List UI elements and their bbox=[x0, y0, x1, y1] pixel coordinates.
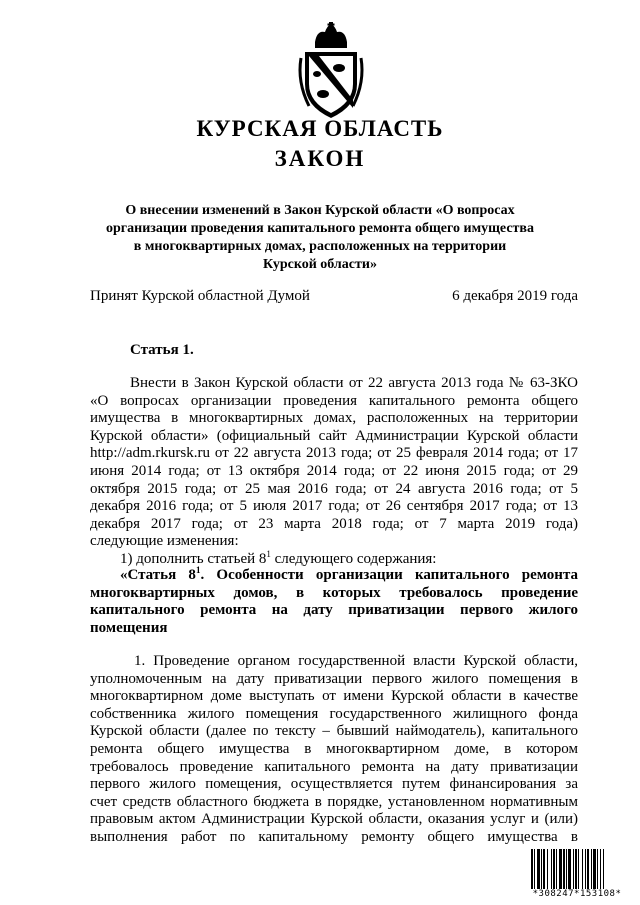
text-line: «Статья $8^1$. Особенности организации капитального ремонта bbox=[120, 565, 578, 583]
law-title-line: организации проведения капитального ремонта общего имущества bbox=[106, 221, 534, 236]
document-type: ЗАКОН bbox=[274, 146, 366, 171]
text-line: правовым актом Администрации Курской области, оказания услуг и (или) bbox=[90, 811, 578, 828]
adopting-body: Принят Курской областной Думой bbox=[90, 288, 310, 304]
text-line: «О вопросах организации проведения капитального ремонта общего bbox=[90, 392, 578, 409]
text-line: выполнения работ по капитальному ремонту общего имущества в bbox=[90, 828, 578, 845]
clause-1-paragraph bbox=[90, 653, 578, 847]
text-line: Внести в Закон Курской области от 22 августа 2013 года № 63-ЗКО bbox=[130, 375, 578, 391]
new-article-heading bbox=[90, 567, 578, 637]
text-line: октября 2015 года; от 25 мая 2016 года; от 24 августа 2016 года; от 5 bbox=[90, 480, 578, 497]
text-line: требовалось проведение капитального ремонта на дату приватизации bbox=[90, 758, 578, 775]
text-line: Курской области (далее по тексту – бывший наймодатель), капитального bbox=[90, 723, 578, 740]
adoption-date: 6 декабря 2019 года bbox=[452, 288, 578, 304]
text-line: имущества в многоквартирных домах, расположенных на территории bbox=[90, 410, 578, 427]
text-line: следующие изменения: bbox=[90, 533, 239, 550]
text-line: http://adm.rkursk.ru от 22 августа 2013 года; от 25 февраля 2014 года; от 17 bbox=[90, 445, 578, 462]
text-line: июня 2014 года; от 13 октября 2014 года; от 22 июня 2015 года; от 29 bbox=[90, 462, 578, 479]
text-line: ремонта общего имущества в многоквартирном доме, в котором bbox=[90, 740, 578, 757]
text-line: собственника жилого помещения государственного жилищного фонда bbox=[90, 705, 578, 722]
text-line: помещения bbox=[90, 619, 168, 636]
amendment-item: 1) дополнить статьей $8^1$ следующего содержания: bbox=[120, 548, 437, 567]
law-title-line: Курской области» bbox=[263, 257, 377, 272]
law-title-line: в многоквартирных домах, расположенных на территории bbox=[133, 239, 507, 254]
article-intro-paragraph bbox=[90, 375, 578, 569]
barcode-image bbox=[531, 849, 623, 889]
text-line: декабря 2016 года; от 5 июля 2017 года; от 26 сентября 2017 года; от 13 bbox=[90, 498, 578, 515]
article-heading: Статья 1. bbox=[130, 342, 194, 358]
law-title bbox=[100, 202, 540, 274]
adoption-line bbox=[90, 288, 578, 305]
barcode-number: *308247*153108* bbox=[532, 889, 622, 899]
region-name: КУРСКАЯ ОБЛАСТЬ bbox=[196, 116, 444, 141]
text-line: первого жилого помещения, осуществляется путем финансирования за bbox=[90, 776, 578, 793]
text-line: многоквартирном доме выступать от имени Курской области в качестве bbox=[90, 688, 578, 705]
text-line: многоквартирных домов, в которых требовалось проведение bbox=[90, 584, 578, 601]
coat-of-arms-emblem bbox=[295, 22, 367, 122]
text-line: 1. Проведение органом государственной власти Курской области, bbox=[134, 653, 578, 669]
text-line: капитального ремонта на дату приватизации первого жилого bbox=[90, 602, 578, 619]
text-line: уполномоченным на дату приватизации первого жилого помещения в bbox=[90, 670, 578, 687]
text-line: декабря 2017 года; от 23 марта 2018 года; от 7 марта 2019 года) bbox=[90, 515, 578, 532]
law-title-line: О внесении изменений в Закон Курской области «О вопросах bbox=[125, 203, 515, 218]
text-line: счет средств областного бюджета в порядке, установленном нормативным bbox=[90, 793, 578, 810]
text-line: Курской области» (официальный сайт Администрации Курской области bbox=[90, 427, 578, 444]
